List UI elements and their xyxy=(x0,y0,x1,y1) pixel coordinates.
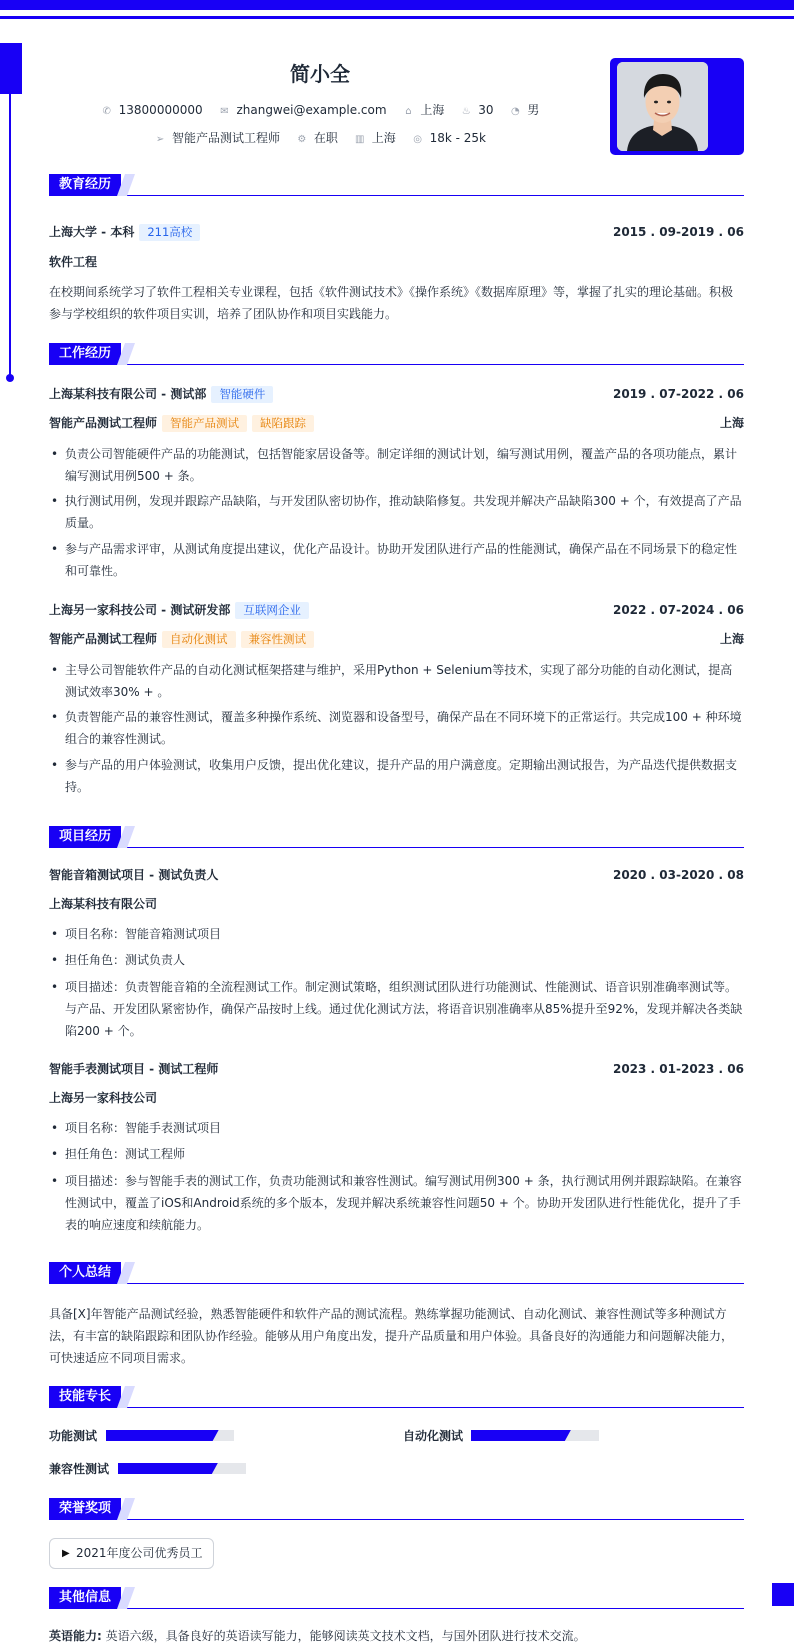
award-item xyxy=(49,1538,214,1569)
work-bullet: • 参与产品的用户体验测试，收集用户反馈，提出优化建议，提升产品的用户满意度。定期输出测试报告，为产品迭代提供数据支持。 xyxy=(49,754,744,798)
work-date: 2019 . 07-2022 . 06 xyxy=(612,387,744,401)
work-date: 2022 . 07-2024 . 06 xyxy=(612,603,744,617)
age-value: 30 xyxy=(478,103,494,117)
work-location: 上海 xyxy=(719,632,744,646)
position-row xyxy=(49,630,744,648)
project-bullet: • 项目描述：参与智能手表的测试工作，负责功能测试和兼容性测试。编写测试用例300 + 条，执行测试用例并跟踪缺陷。在兼容性测试中，覆盖了iOS和Android系统的多个版本，发现并解决系统兼容性问题50 + 个。协助开发团队进行性能优化，提升了手表的响应速度和续航能力。 xyxy=(49,1170,744,1236)
skill-level-fill xyxy=(106,1430,219,1441)
school-name: 上海大学 - 本科 xyxy=(49,225,135,239)
gender-icon: ◔ xyxy=(510,106,520,117)
email-value: zhangwei@example.com xyxy=(236,103,387,117)
project-bullet: • 项目名称：智能音箱测试项目 xyxy=(49,923,744,945)
skill-level-fill xyxy=(471,1430,571,1441)
major-name: 软件工程 xyxy=(49,255,98,269)
mail-icon: ✉ xyxy=(220,106,229,117)
work-bullet: • 主导公司智能软件产品的自动化测试框架搭建与维护，采用Python + Selenium等技术，实现了部分功能的自动化测试，提高测试效率30% + 。 xyxy=(49,659,744,703)
right-accent-tab xyxy=(772,1583,794,1606)
awards-section-header xyxy=(49,1498,744,1520)
position-title: 智能产品测试工程师 xyxy=(49,632,158,646)
projects-section-header xyxy=(49,826,744,848)
job-target-item xyxy=(154,129,280,146)
gender-item xyxy=(509,101,539,118)
project-company-row xyxy=(49,895,744,913)
phone-item xyxy=(101,103,203,117)
city-item xyxy=(402,101,444,118)
phone-value: 13800000000 xyxy=(118,103,203,117)
major-row xyxy=(49,253,744,271)
skill-level-bar xyxy=(471,1430,599,1441)
work-location: 上海 xyxy=(719,416,744,430)
work-bullet: • 负责公司智能硬件产品的功能测试，包括智能家居设备等。制定详细的测试计划，编写测试用例，覆盖产品的各项功能点，累计编写测试用例500 + 条。 xyxy=(49,443,744,487)
section-title: 荣誉奖项 xyxy=(49,1498,121,1520)
project-header-row xyxy=(49,1060,744,1078)
skill-name: 功能测试 xyxy=(49,1429,98,1443)
status-value: 在职 xyxy=(313,131,338,145)
work-bullet: • 负责智能产品的兼容性测试，覆盖多种操作系统、浏览器和设备型号，确保产品在不同环境下的正常运行。共完成100 + 种环境组合的兼容性测试。 xyxy=(49,706,744,750)
position-title: 智能产品测试工程师 xyxy=(49,416,158,430)
skill-name: 兼容性测试 xyxy=(49,1462,110,1476)
home-icon: ⌂ xyxy=(405,106,412,117)
project-bullet: • 项目名称：智能手表测试项目 xyxy=(49,1117,744,1139)
top-accent-line xyxy=(0,16,794,19)
project-title: 智能音箱测试项目 - 测试负责人 xyxy=(49,868,219,882)
project-company-row xyxy=(49,1089,744,1107)
project-bullet: • 担任角色：测试负责人 xyxy=(49,949,744,971)
section-title: 其他信息 xyxy=(49,1587,121,1609)
skill-tag: 缺陷跟踪 xyxy=(252,415,314,432)
gender-value: 男 xyxy=(527,103,540,117)
profile-photo xyxy=(617,62,708,151)
position-row xyxy=(49,414,744,432)
email-item xyxy=(218,103,386,117)
work-bullet: • 执行测试用例，发现并跟踪产品缺陷，与开发团队密切协作，推动缺陷修复。共发现并解决产品缺陷300 + 个，有效提高了产品质量。 xyxy=(49,490,744,534)
skill-tag: 智能产品测试 xyxy=(162,415,247,432)
resume-name: 简小全 xyxy=(290,62,350,86)
project-company: 上海另一家科技公司 xyxy=(49,1091,158,1105)
summary-text: 具备[X]年智能产品测试经验，熟悉智能硬件和软件产品的测试流程。熟练掌握功能测试、自动化测试、兼容性测试等多种测试方法，有丰富的缺陷跟踪和团队协作经验。能够从用户角度出发，提升产品质量和用户体验。具备良好的沟通能力和问题解决能力，可快速适应不同项目需求。 xyxy=(49,1307,734,1365)
project-header-row xyxy=(49,866,744,884)
other-info-row xyxy=(49,1627,744,1645)
avatar-portrait xyxy=(617,62,708,151)
work-header-row xyxy=(49,601,744,619)
gear-icon: ⚙ xyxy=(297,134,307,145)
education-header-row xyxy=(49,223,744,241)
company-name: 上海某科技有限公司 - 测试部 xyxy=(49,387,207,401)
project-title: 智能手表测试项目 - 测试工程师 xyxy=(49,1062,219,1076)
section-title: 技能专长 xyxy=(49,1386,121,1408)
building-icon: ▥ xyxy=(354,134,365,145)
award-label: 2021年度公司优秀员工 xyxy=(76,1546,203,1560)
project-company: 上海某科技有限公司 xyxy=(49,897,158,911)
other-info-text: 英语六级，具备良好的英语读写能力，能够阅读英文技术文档，与国外团队进行技术交流。 xyxy=(105,1629,586,1643)
phone-icon: ✆ xyxy=(102,106,111,117)
education-date: 2015 . 09-2019 . 06 xyxy=(612,225,744,239)
coin-icon: ◎ xyxy=(413,134,422,145)
work-header-row xyxy=(49,385,744,403)
skill-level-fill xyxy=(118,1463,218,1474)
company-tag: 互联网企业 xyxy=(235,602,309,619)
project-date: 2020 . 03-2020 . 08 xyxy=(612,868,744,882)
work-bullet: • 参与产品需求评审，从测试角度提出建议，优化产品设计。协助开发团队进行产品的性能测试，确保产品在不同场景下的稳定性和可靠性。 xyxy=(49,538,744,582)
work-section-header xyxy=(49,343,744,365)
cake-icon: ♨ xyxy=(461,106,471,117)
education-description: 在校期间系统学习了软件工程相关专业课程，包括《软件测试技术》《操作系统》《数据库原理》等，掌握了扎实的理论基础。积极参与学校组织的软件项目实训，培养了团队协作和项目实践能力。 xyxy=(49,285,734,321)
school-tag: 211高校 xyxy=(139,224,200,241)
age-item xyxy=(460,103,493,117)
skill-level-bar xyxy=(106,1430,234,1441)
salary-item xyxy=(412,131,486,145)
skill-level-bar xyxy=(118,1463,246,1474)
company-tag: 智能硬件 xyxy=(211,386,273,403)
other-section-header xyxy=(49,1587,744,1609)
photo-frame xyxy=(610,58,744,155)
section-title: 工作经历 xyxy=(49,343,121,365)
contact-row xyxy=(0,101,640,118)
skills-section-header xyxy=(49,1386,744,1408)
salary-value: 18k - 25k xyxy=(429,131,486,145)
skill-name: 自动化测试 xyxy=(403,1429,464,1443)
project-date: 2023 . 01-2023 . 06 xyxy=(612,1062,744,1076)
send-icon: ➢ xyxy=(155,134,165,145)
target-city-item xyxy=(354,129,396,146)
summary-section-header xyxy=(49,1262,744,1284)
section-title: 教育经历 xyxy=(49,174,121,196)
top-accent-bar xyxy=(0,0,794,10)
company-name: 上海另一家科技公司 - 测试研发部 xyxy=(49,603,231,617)
job-intent-row xyxy=(0,129,640,146)
job-target-value: 智能产品测试工程师 xyxy=(172,131,281,145)
skill-tag: 自动化测试 xyxy=(162,631,236,648)
skill-tag: 兼容性测试 xyxy=(241,631,315,648)
left-accent-dot xyxy=(6,374,14,382)
section-title: 项目经历 xyxy=(49,826,121,848)
target-city-value: 上海 xyxy=(371,131,396,145)
project-bullet: • 担任角色：测试工程师 xyxy=(49,1143,744,1165)
play-icon: ▶ xyxy=(62,1548,70,1559)
project-bullet: • 项目描述：负责智能音箱的全流程测试工作。制定测试策略，组织测试团队进行功能测试、性能测试、语音识别准确率测试等。与产品、开发团队紧密协作，确保产品按时上线。通过优化测试方法，将语音识别准确率从85%提升至92%，发现并解决各类缺陷200 + 个。 xyxy=(49,976,744,1042)
other-info-label: 英语能力: xyxy=(49,1629,102,1643)
city-value: 上海 xyxy=(420,103,445,117)
status-item xyxy=(296,129,338,146)
education-section-header xyxy=(49,174,744,196)
section-title: 个人总结 xyxy=(49,1262,121,1284)
